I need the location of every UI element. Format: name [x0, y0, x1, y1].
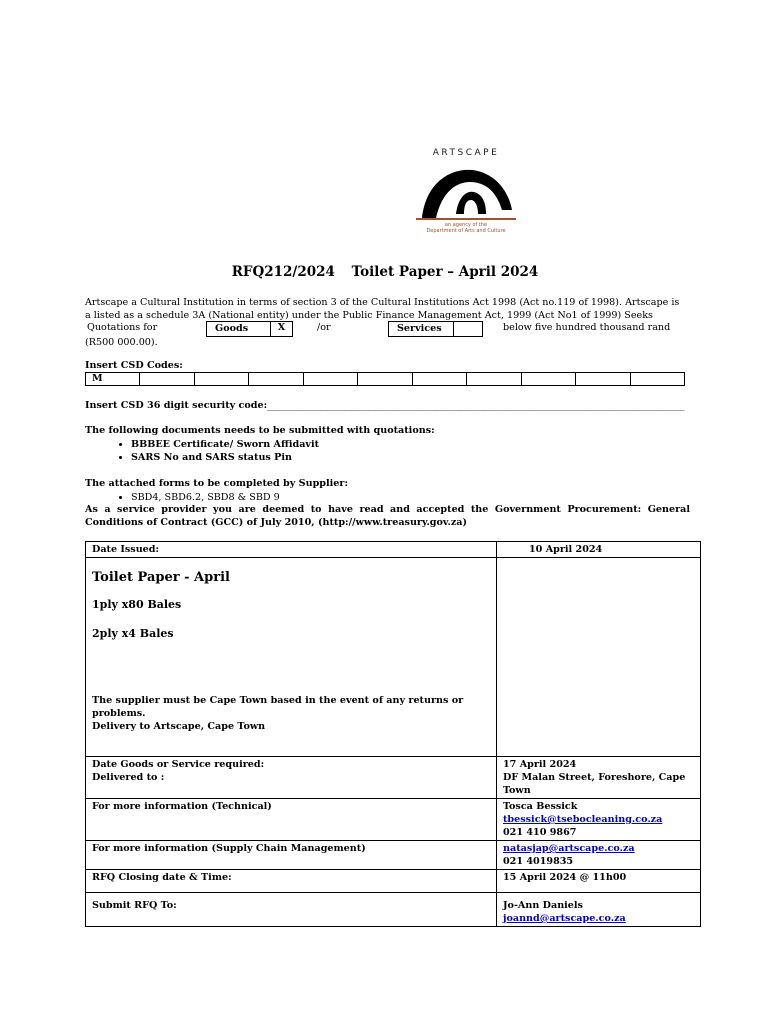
list-item: • SBD4, SBD6.2, SBD8 & SBD 9: [131, 491, 280, 504]
table-row: [86, 870, 701, 893]
submit-rfq-label: Submit RFQ To:: [86, 893, 497, 927]
csd-cell[interactable]: [631, 373, 684, 385]
delivered-to-value: DF Malan Street, Foreshore, Cape Town: [503, 772, 686, 796]
submit-contact-name: Jo-Ann Daniels: [503, 900, 583, 911]
documents-heading: The following documents needs to be submitted with quotations:: [85, 425, 435, 436]
tech-phone: 021 410 9867: [503, 827, 577, 838]
csd-security-row: [85, 400, 695, 411]
table-row: [86, 558, 701, 757]
delivered-to-label: Delivered to :: [92, 772, 165, 783]
csd-security-line[interactable]: _______________________________________________________________________________________: [267, 400, 685, 411]
document-title: [0, 264, 770, 280]
or-label: /or: [317, 322, 331, 333]
csd-cell[interactable]: M: [86, 373, 140, 385]
artscape-logo-icon: [416, 160, 516, 222]
item-description-cell: [86, 558, 497, 757]
tech-email-link[interactable]: tbessick@tsebocleaning.co.za: [503, 814, 663, 825]
csd-cell[interactable]: [576, 373, 630, 385]
csd-cell[interactable]: [304, 373, 358, 385]
submit-email-link[interactable]: joannd@artscape.co.za: [503, 913, 626, 924]
empty-cell: [497, 558, 701, 757]
supplier-note-line-1: The supplier must be Cape Town based in the event of any returns or: [92, 695, 464, 706]
csd-cell[interactable]: [249, 373, 303, 385]
scm-info-values: [497, 841, 701, 870]
date-issued-label: Date Issued:: [86, 542, 497, 558]
table-row: [86, 757, 701, 799]
quotations-for-label: Quotations for: [87, 322, 158, 333]
tech-contact-name: Tosca Bessick: [503, 801, 578, 812]
gcc-line-2: Conditions of Contract (GCC) of July 2010, (http://www.treasury.gov.za): [85, 517, 468, 528]
amount-label: (R500 000.00).: [85, 337, 158, 348]
documents-list: [85, 438, 319, 464]
closing-date-label: RFQ Closing date & Time:: [86, 870, 497, 893]
logo-wordmark: ARTSCAPE: [432, 148, 500, 158]
tech-info-label: For more information (Technical): [86, 799, 497, 841]
csd-cell[interactable]: [195, 373, 249, 385]
supplier-note-line-2: problems.: [92, 708, 146, 719]
rfq-reference: RFQ212/2024: [231, 264, 335, 280]
csd-cell[interactable]: [140, 373, 194, 385]
table-row: [86, 841, 701, 870]
list-item: • SARS No and SARS status Pin: [131, 451, 319, 464]
goods-label: Goods: [215, 323, 249, 334]
csd-cell[interactable]: [522, 373, 576, 385]
rfq-name: Toilet Paper – April 2024: [351, 264, 539, 280]
closing-date-value: 15 April 2024 @ 11h00: [497, 870, 701, 893]
required-date-value: 17 April 2024: [503, 759, 577, 770]
intro-line-2: a listed as a schedule 3A (National entity) under the Public Finance Management Act, 1999 (Act No1 of 1999) Seeks: [85, 310, 653, 321]
gcc-line-1: As a service provider you are deemed to have read and accepted the Government Procurement: General: [85, 504, 690, 515]
goods-mark: X: [277, 322, 286, 333]
list-item: • BBBEE Certificate/ Sworn Affidavit: [131, 438, 319, 451]
logo-agency-text: [414, 222, 518, 234]
required-delivered-values: [497, 757, 701, 799]
item-2ply: 2ply x4 Bales: [92, 627, 174, 640]
csd-cell[interactable]: [358, 373, 412, 385]
item-1ply: 1ply x80 Bales: [92, 598, 182, 611]
tech-info-values: [497, 799, 701, 841]
table-row: [86, 542, 701, 558]
csd-cell[interactable]: [413, 373, 467, 385]
scm-email-link[interactable]: natasjap@artscape.co.za: [503, 843, 635, 854]
item-title: Toilet Paper - April: [92, 570, 230, 585]
date-issued-value: 10 April 2024: [497, 542, 701, 558]
agency-line-2: Department of Arts and Culture: [426, 228, 506, 234]
csd-security-label: Insert CSD 36 digit security code:: [85, 400, 268, 411]
table-row: [86, 893, 701, 927]
quotation-type-row: [85, 320, 695, 338]
services-label: Services: [397, 323, 442, 334]
csd-code-grid[interactable]: [85, 372, 685, 386]
supplier-note-line-3: Delivery to Artscape, Cape Town: [92, 721, 266, 732]
rfq-details-table: [85, 541, 701, 927]
csd-codes-label: Insert CSD Codes:: [85, 360, 183, 371]
table-row: [86, 799, 701, 841]
submit-rfq-values: [497, 893, 701, 927]
required-delivered-cell: [86, 757, 497, 799]
csd-cell[interactable]: [467, 373, 521, 385]
forms-list: [85, 491, 280, 504]
agency-line-1: an agency of the: [444, 222, 488, 228]
services-checkbox[interactable]: [453, 321, 483, 337]
goods-checkbox[interactable]: [270, 321, 293, 337]
scm-phone: 021 4019835: [503, 856, 574, 867]
required-date-label: Date Goods or Service required:: [92, 759, 265, 770]
scm-info-label: For more information (Supply Chain Management): [86, 841, 497, 870]
intro-line-1: Artscape a Cultural Institution in terms of section 3 of the Cultural Institutions Act 1998 (Act no.119 of 1998). Artscape is: [85, 297, 680, 308]
intro-paragraph: [85, 296, 695, 322]
threshold-label: below five hundred thousand rand: [503, 322, 671, 333]
forms-heading: The attached forms to be completed by Supplier:: [85, 478, 348, 489]
